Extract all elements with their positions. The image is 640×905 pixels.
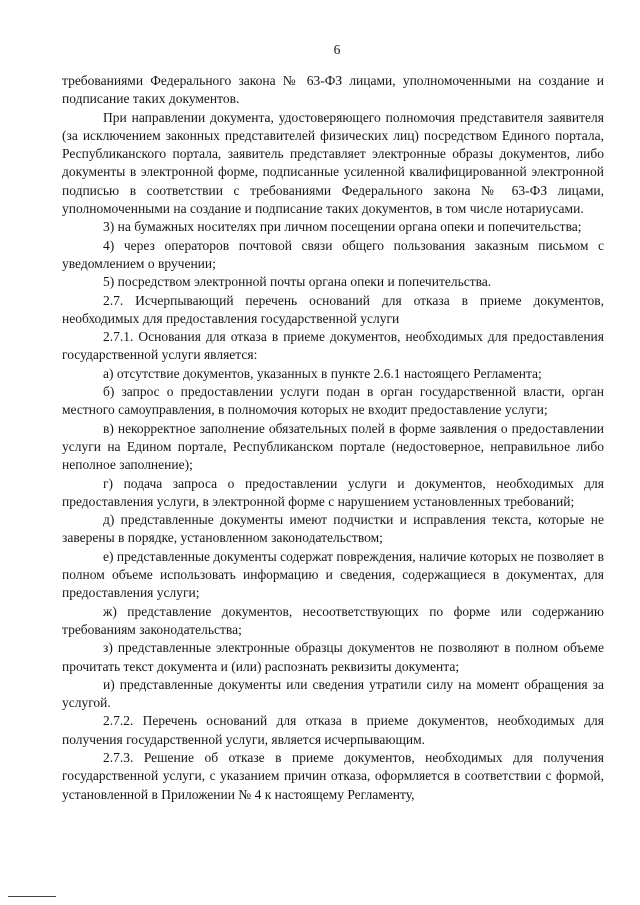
list-item-d: д) представленные документы имеют подчистки и исправления текста, которые не заверены в порядке, установленном законодательством;	[62, 512, 604, 546]
list-item-3: 3) на бумажных носителях при личном посещении органа опеки и попечительства;	[103, 219, 582, 235]
list-item-e: е) представленные документы содержат повреждения, наличие которых не позволяет в полном объеме использовать информацию и сведения, содержащиеся в документах, для предоставления услуги;	[62, 548, 604, 601]
list-item-5: 5) посредством электронной почты органа опеки и попечительства.	[103, 274, 492, 290]
section-2-7-1: 2.7.1. Основания для отказа в приеме документов, необходимых для предоставления государственной услуги является:	[62, 329, 604, 363]
section-2-7-3: 2.7.3. Решение об отказе в приеме документов, необходимых для получения государственной услуги, с указанием причин отказа, оформляется в соответствии с формой, установленной в Приложении № 4 к настоящему Регламенту,	[62, 749, 604, 802]
document-body	[62, 72, 604, 804]
list-item-z: з) представленные электронные образцы документов не позволяют в полном объеме прочитать текст документа и (или) распознать реквизиты документа;	[62, 640, 604, 674]
list-item-a: а) отсутствие документов, указанных в пункте 2.6.1 настоящего Регламента;	[103, 365, 542, 381]
section-2-7-heading: 2.7. Исчерпывающий перечень оснований для отказа в приеме документов, необходимых для предоставления государственной услуги	[62, 292, 604, 326]
list-item-zh: ж) представление документов, несоответствующих по форме или содержанию требованиям законодательства;	[62, 603, 604, 637]
section-2-7-2: 2.7.2. Перечень оснований для отказа в приеме документов, необходимых для получения государственной услуги, является исчерпывающим.	[62, 713, 604, 747]
bottom-margin-rule	[8, 896, 56, 897]
paragraph-representative-documents: При направлении документа, удостоверяющего полномочия представителя заявителя (за исключением законных представителей физических лиц) посредством Единого портала, Республиканского портала, заявитель представляет электронные образы документов, либо документы в электронной форме, подписанные усиленной квалифицированной электронной подписью в соответствии с требованиями Федерального закона № 63-ФЗ лицами, уполномоченными на создание и подписание таких документов, в том числе нотариусами.	[62, 109, 604, 217]
list-item-b: б) запрос о предоставлении услуги подан в орган государственной власти, орган местного самоуправления, в полномочия которых не входит предоставление услуги;	[62, 384, 604, 418]
page-number: 6	[333, 42, 341, 57]
list-item-i: и) представленные документы или сведения утратили силу на момент обращения за услугой.	[62, 676, 604, 711]
list-item-g: г) подача запроса о предоставлении услуги и документов, необходимых для предоставления услуги, в электронной форме с нарушением установленных требований;	[62, 475, 604, 509]
list-item-v: в) некорректное заполнение обязательных полей в форме заявления о предоставлении услуги на Едином портале, Республиканском портале (недостоверное, неправильное либо неполное заполнение);	[62, 420, 604, 473]
list-item-4: 4) через операторов почтовой связи общего пользования заказным письмом с уведомлением о вручении;	[62, 237, 604, 271]
paragraph-continuation: требованиями Федерального закона № 63-ФЗ лицами, уполномоченными на создание и подписание таких документов.	[62, 73, 604, 107]
